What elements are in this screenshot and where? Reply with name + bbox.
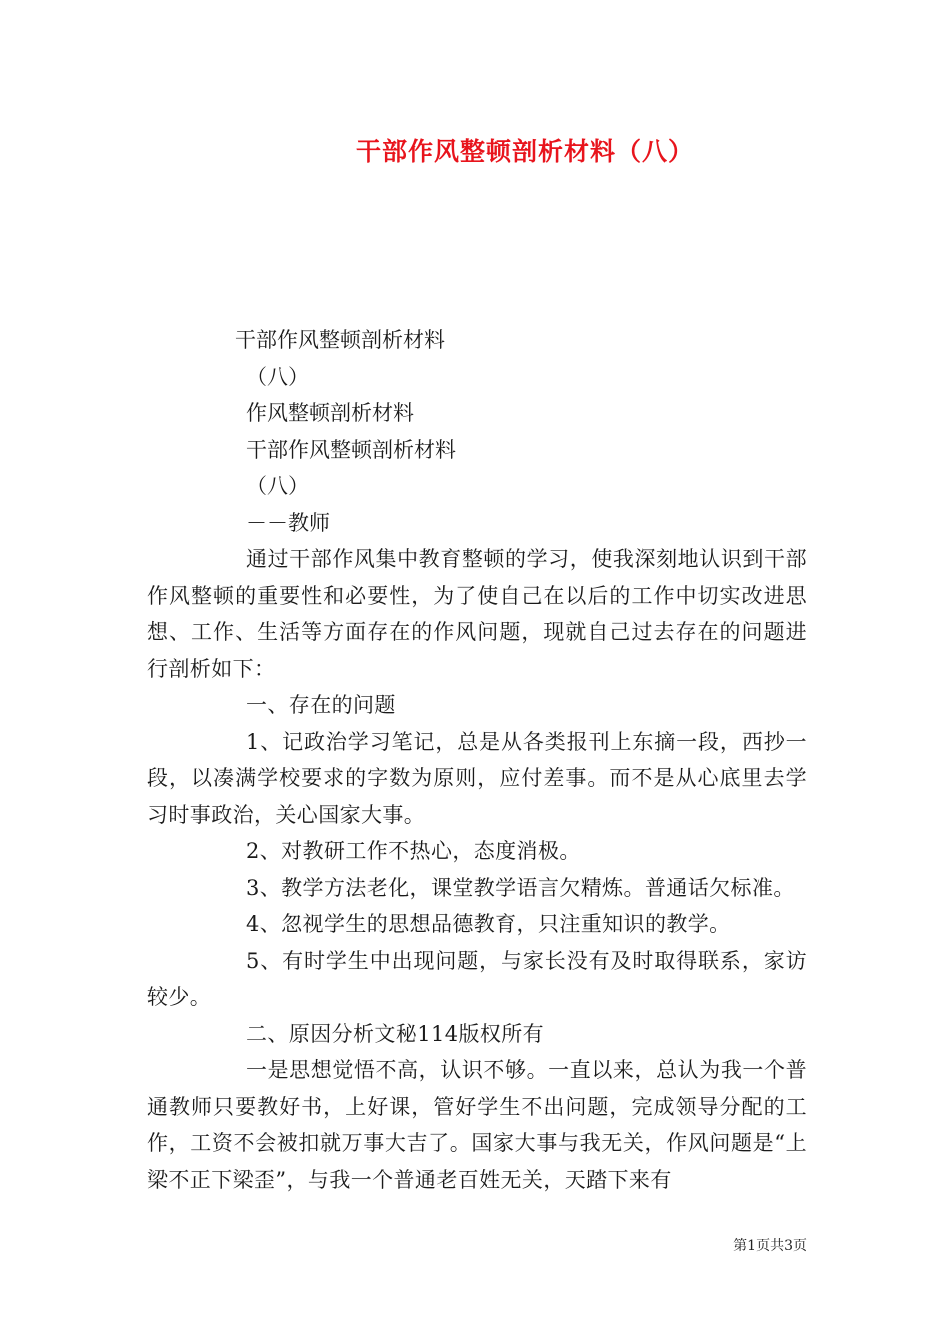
- analysis-paragraph: 一是思想觉悟不高，认识不够。一直以来，总认为我一个普通教师只要教好书，上好课，管好学生不出问题，完成领导分配的工作，工资不会被扣就万事大吉了。国家大事与我无关，作风问题是“上梁不正下梁歪”，与我一个普通老百姓无关，天踏下来有: [147, 1058, 807, 1192]
- header-line: －－教师: [246, 510, 330, 535]
- header-line: 作风整顿剖析材料: [246, 401, 414, 425]
- document-title: 干部作风整顿剖析材料（八）: [355, 137, 694, 166]
- section-heading: 一、存在的问题: [246, 693, 396, 717]
- issue-paragraph: 4、忽视学生的思想品德教育，只注重知识的教学。: [246, 912, 731, 936]
- page-number: 第1页共3页: [733, 1238, 807, 1254]
- header-line: 干部作风整顿剖析材料: [235, 328, 445, 352]
- issue-paragraph: 3、教学方法老化，课堂教学语言欠精炼。普通话欠标准。: [246, 875, 795, 900]
- issue-paragraph: 2、对教研工作不热心，态度消极。: [246, 839, 581, 863]
- issue-paragraph: 1、记政治学习笔记，总是从各类报刊上东摘一段，西抄一段，以凑满学校要求的字数为原则，应付差事。而不是从心底里去学习时事政治，关心国家大事。: [147, 729, 807, 827]
- document-body: [147, 322, 807, 1198]
- header-line: 干部作风整顿剖析材料: [246, 437, 456, 462]
- section-heading: 二、原因分析文秘114版权所有: [246, 1021, 545, 1046]
- header-line: （八）: [246, 474, 309, 498]
- header-line: （八）: [246, 364, 309, 389]
- intro-paragraph: 通过干部作风集中教育整顿的学习，使我深刻地认识到干部作风整顿的重要性和必要性，为了使自己在以后的工作中切实改进思想、工作、生活等方面存在的作风问题，现就自己过去存在的问题进行剖析如下：: [147, 547, 807, 681]
- issue-paragraph: 5、有时学生中出现问题，与家长没有及时取得联系，家访较少。: [147, 948, 807, 1009]
